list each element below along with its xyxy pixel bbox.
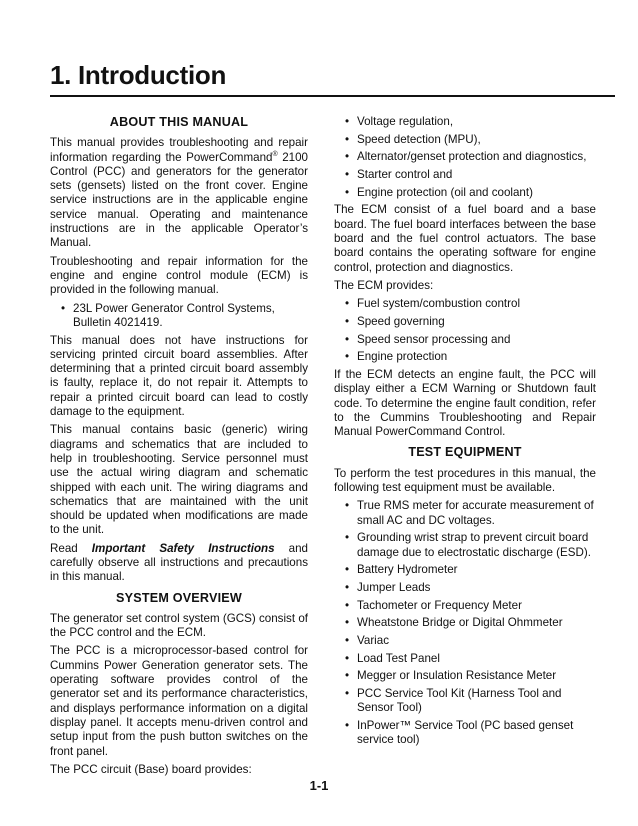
list-item: • 23L Power Generator Control Systems, Bulletin 4021419. [50,302,308,331]
list-item: • Load Test Panel [334,652,596,666]
list-item: • Jumper Leads [334,581,596,595]
system-paragraph-2: The PCC is a microprocessor-based control for Cummins Power Generation generator sets. The operating software provides control of the generator set and its performance characteristics, and displays performance information on a digital display panel. It accepts menu-driven control and setup input from the push button switches on the front panel. [50,644,308,758]
system-paragraph-6: If the ECM detects an engine fault, the PCC will display either a ECM Warning or Shutdown fault code. To determine the engine fault condition, refer to the Cummins Troubleshooting and Repair Manual PowerCommand Control. [334,367,596,439]
system-heading: SYSTEM OVERVIEW [116,590,242,605]
about-bullet-list [50,302,308,331]
list-item: • Speed sensor processing and [334,333,596,347]
list-item: • Starter control and [334,168,596,182]
list-item: • Variac [334,634,596,648]
ecm-provides-list [334,297,596,364]
system-paragraph-5: The ECM provides: [334,278,434,292]
list-item: • Engine protection (oil and coolant) [334,186,596,200]
about-paragraph-3: This manual does not have instructions for servicing printed circuit board assemblies. After determining that a printed circuit board assembly is faulty, replace it, do not repair it. Attempts to repair a printed circuit board can lead to costly damage to the equipment. [50,333,308,419]
right-column [334,115,596,751]
list-item: • InPower™ Service Tool (PC based genset service tool) [334,719,596,748]
page-number: 1-1 [309,778,329,793]
list-item: • Voltage regulation, [334,115,596,129]
list-item: • Grounding wrist strap to prevent circuit board damage due to electrostatic discharge (ESD). [334,531,596,560]
list-item: • Alternator/genset protection and diagnostics, [334,150,596,164]
about-p5-text-cont: and carefully observe all instructions and precautions in this manual. [50,541,308,584]
about-p1-text: This manual provides troubleshooting and repair information regarding the PowerCommand [50,136,308,164]
test-equipment-heading: TEST EQUIPMENT [408,445,522,460]
list-item: • Speed detection (MPU), [334,133,596,147]
about-p5-text: Read [50,541,92,555]
about-paragraph-2: Troubleshooting and repair information for the engine and engine control module (ECM) is provided in the following manual. [50,254,308,297]
list-item: • Tachometer or Frequency Meter [334,599,596,613]
pcc-provides-list [334,115,596,200]
list-item: • Megger or Insulation Resistance Meter [334,669,596,683]
about-paragraph-1 [50,136,308,250]
list-item: • Fuel system/combustion control [334,297,596,311]
system-paragraph-1: The generator set control system (GCS) consist of the PCC control and the ECM. [50,611,308,640]
about-p1-text-cont: 2100 Control (PCC) and generators for the generator sets (gensets) listed on the front cover. Engine service instructions are in the applicable engine service manual. Operating and maintenance instructions are in the applicable Operator’s Manual. [50,150,308,250]
list-item: • True RMS meter for accurate measurement of small AC and DC voltages. [334,499,596,528]
list-item: • PCC Service Tool Kit (Harness Tool and Sensor Tool) [334,687,596,716]
chapter-title: 1. Introduction [50,60,227,90]
about-heading: ABOUT THIS MANUAL [109,115,249,129]
left-column [50,115,308,781]
list-item: • Engine protection [334,350,596,364]
system-paragraph-3: The PCC circuit (Base) board provides: [50,762,252,776]
list-item: • Speed governing [334,315,596,329]
about-paragraph-4: This manual contains basic (generic) wiring diagrams and schematics that are included to help in troubleshooting. Service personnel must use the actual wiring diagram and schematic shipped with each unit. The wiring diagrams and schematics that are maintained with the unit should be updated when modifications are made to the unit. [50,423,308,537]
safety-instructions-emphasis: Important Safety Instructions [91,541,275,555]
test-paragraph-1: To perform the test procedures in this manual, the following test equipment must be available. [334,466,596,495]
title-rule [50,95,615,97]
test-equipment-list [334,499,596,747]
system-paragraph-4: The ECM consist of a fuel board and a base board. The fuel board interfaces between the base board and the fuel control actuators. The base board contains the operating software for engine control, protection and diagnostics. [334,203,596,274]
registered-mark: ® [272,150,278,158]
list-item: • Battery Hydrometer [334,563,596,577]
about-paragraph-5 [50,542,308,585]
list-item: • Wheatstone Bridge or Digital Ohmmeter [334,616,596,630]
